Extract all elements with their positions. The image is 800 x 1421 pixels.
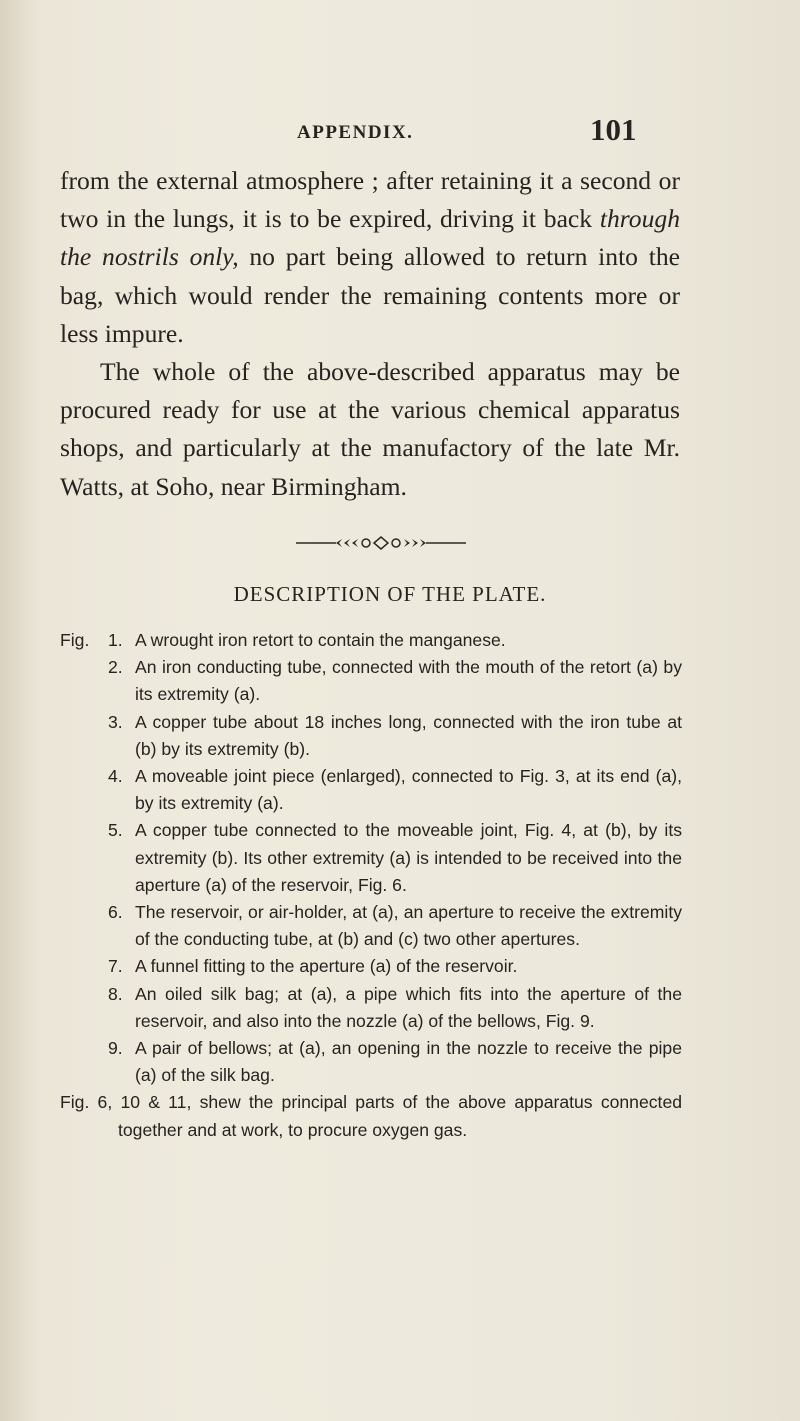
figure-number: 2. xyxy=(108,657,123,678)
figure-descriptions xyxy=(60,627,682,1144)
figure-text: A pair of bellows; at (a), an opening in the nozzle to receive the pipe (a) of the silk bag. xyxy=(135,1038,682,1086)
figure-summary-text: shew the principal parts of the above apparatus connected together and at work, to procure oxygen gas. xyxy=(118,1092,683,1140)
figure-item xyxy=(60,627,682,654)
figure-item xyxy=(60,1035,682,1089)
running-head: APPENDIX. xyxy=(297,122,414,143)
figure-summary xyxy=(60,1089,682,1143)
paragraph-1 xyxy=(60,162,680,353)
page-number: 101 xyxy=(590,112,637,147)
figure-number: 8. xyxy=(108,983,123,1004)
body-text xyxy=(60,162,680,506)
figure-item xyxy=(60,709,682,763)
figure-text: A wrought iron retort to contain the manganese. xyxy=(135,630,506,650)
figure-text: An iron conducting tube, connected with the mouth of the retort (a) by its extremity (a). xyxy=(135,657,682,705)
figure-text: A copper tube about 18 inches long, connected with the iron tube at (b) by its extremity (b). xyxy=(135,711,682,759)
figure-item xyxy=(60,654,682,708)
paragraph-1-end: no part being allowed to return into the bag, which would render the remaining contents more or less impure. xyxy=(60,242,680,348)
figure-text: An oiled silk bag; at (a), a pipe which fits into the aperture of the reservoir, and also into the nozzle (a) of the bellows, Fig. 9. xyxy=(135,983,682,1031)
figure-number: 7. xyxy=(108,956,123,977)
figure-number: 5. xyxy=(108,820,123,841)
figure-item xyxy=(60,817,682,899)
figure-number: 3. xyxy=(108,711,123,732)
figure-number: 9. xyxy=(108,1038,123,1059)
figure-text: A funnel fitting to the aperture (a) of the reservoir. xyxy=(135,956,518,977)
paragraph-1-italic: through the nostrils only, xyxy=(60,204,680,272)
paragraph-1-start: from the external atmosphere ; after retaining it a second or two in the lungs, it is to be expired, driving it back xyxy=(60,166,680,234)
page-header xyxy=(0,108,800,148)
figure-prefix: Fig. xyxy=(60,630,90,650)
figure-text: The reservoir, or air-holder, at (a), an aperture to receive the extremity of the conducting tube, at (b) and (c) two other apertures. xyxy=(135,902,682,950)
figure-number: 1. xyxy=(108,630,123,650)
figure-item xyxy=(60,763,682,817)
figure-item xyxy=(60,953,682,980)
plate-title: DESCRIPTION OF THE PLATE. xyxy=(233,582,547,606)
ornament-divider-icon xyxy=(296,533,466,553)
paragraph-2: The whole of the above-described apparatus may be procured ready for use at the various chemical apparatus shops, and particularly at the manufactory of the late Mr. Watts, at Soho, near Birmingham. xyxy=(60,357,680,501)
figure-summary-prefix: Fig. 6, 10 & 11, xyxy=(60,1092,192,1113)
figure-number: 4. xyxy=(108,766,123,787)
figure-text: A moveable joint piece (enlarged), connected to Fig. 3, at its end (a), by its extremity (a). xyxy=(135,766,682,814)
figure-text: A copper tube connected to the moveable joint, Fig. 4, at (b), by its extremity (b). Its other extremity (a) is intended to be received into the aperture (a) of the reservoir, Fig. 6. xyxy=(135,820,682,895)
figure-item xyxy=(60,899,682,953)
figure-number: 6. xyxy=(108,902,123,923)
figure-item xyxy=(60,981,682,1035)
